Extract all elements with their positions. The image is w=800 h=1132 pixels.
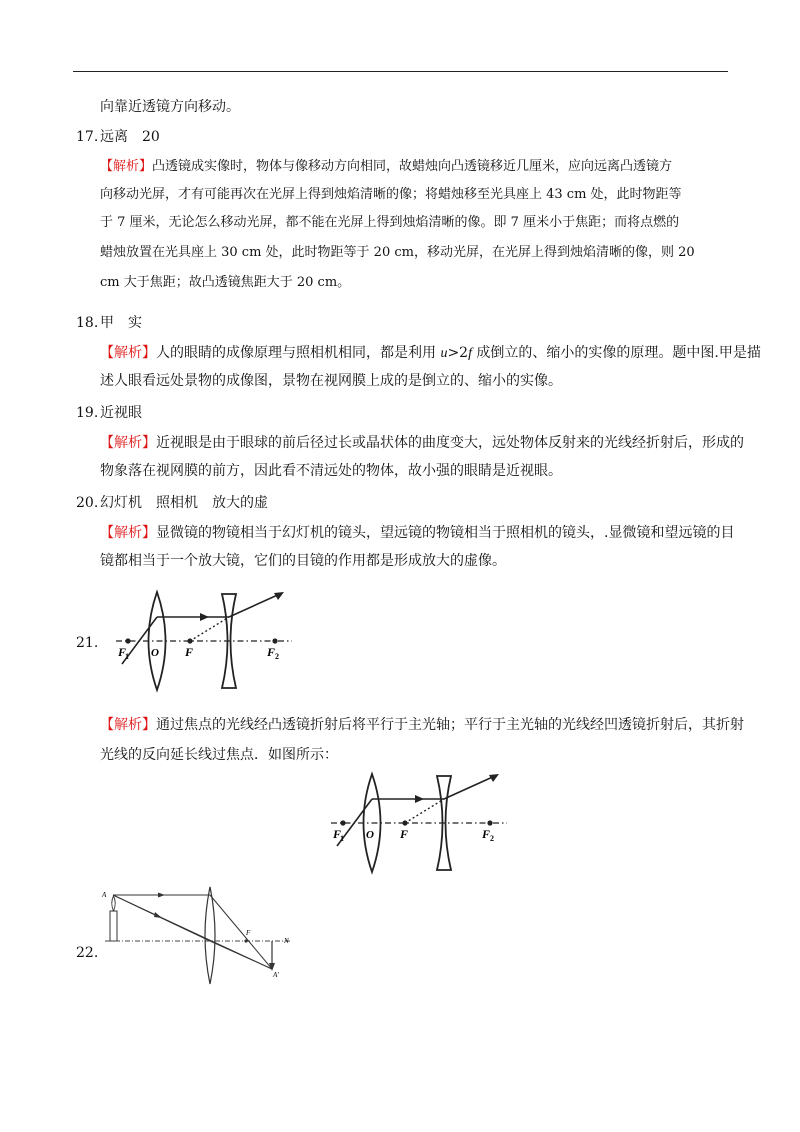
q22-lens-diagram — [100, 885, 300, 985]
q21-number: 21. — [76, 635, 99, 651]
q18-number: 18. — [76, 315, 99, 331]
q19-answer: 近视眼 — [100, 405, 142, 421]
q20-answer: 幻灯机 照相机 放大的虚 — [100, 495, 268, 511]
q19-analysis-line-1: 【解析】近视眼是由于眼球的前后径过长或晶状体的曲度变大，远处物体反射来的光线经折射后，形成的 — [100, 435, 744, 451]
q18-analysis-line-2: 述人眼看远处景物的成像图，景物在视网膜上成的是倒立的、缩小的实像。 — [100, 373, 562, 389]
focus-f — [244, 939, 247, 942]
refracted-ray — [229, 593, 282, 617]
svg-text:F: F — [482, 827, 491, 841]
q18-answer: 甲 实 — [100, 315, 142, 331]
q17-analysis-line-5: cm 大于焦距；故凸透镜焦距大于 20 cm。 — [100, 275, 351, 290]
svg-text:1: 1 — [340, 834, 344, 843]
svg-text:F: F — [333, 827, 342, 841]
label-f1: F — [118, 645, 127, 659]
svg-text:F: F — [400, 827, 409, 841]
refracted-ray — [210, 895, 272, 969]
q17-analysis-line-4: 蜡烛放置在光具座上 30 cm 处，此时物距等于 20 cm，移动光屏，在光屏上得到烛焰清晰的像，则 20 — [100, 245, 695, 260]
label-f1-sub: 1 — [125, 652, 129, 661]
header-rule — [73, 71, 728, 72]
q21-lens-diagram — [112, 590, 297, 695]
label-f2-sub: 2 — [275, 652, 279, 661]
q20-analysis-line-2: 镜都相当于一个放大镜，它们的目镜的作用都是形成放大的虚像。 — [100, 553, 506, 569]
q21-analysis-line-2: 光线的反向延长线过焦点．如图所示： — [100, 747, 338, 763]
label-a-prime: A' — [273, 971, 279, 979]
label-n: N — [284, 937, 289, 945]
q18-analysis-line-1: 【解析】人的眼睛的成像原理与照相机相同，都是利用 u>2f 成倒立的、缩小的实像的原理。题中图.甲是描 — [100, 345, 761, 361]
q17-answer: 远离 20 — [100, 129, 160, 145]
q21-answer-diagram — [327, 772, 512, 877]
label-o: O — [151, 647, 159, 659]
label-a: A — [102, 891, 107, 899]
q17-analysis-line-3: 于 7 厘米，无论怎么移动光屏，都不能在光屏上得到烛焰清晰的像。即 7 厘米小于焦距；而将点燃的 — [100, 215, 680, 230]
q20-number: 20. — [76, 495, 99, 511]
convex-lens — [205, 887, 215, 984]
q17-number: 17. — [76, 129, 99, 145]
label-f: F — [246, 929, 251, 937]
q19-analysis-line-2: 物象落在视网膜的前方，因此看不清远处的物体，故小强的眼睛是近视眼。 — [100, 463, 562, 479]
q20-analysis-line-1: 【解析】显微镜的物镜相当于幻灯机的镜头，望远镜的物镜相当于照相机的镜头，.显微镜和望远镜的目 — [100, 525, 735, 541]
q22-number: 22. — [76, 945, 99, 961]
candle-flame — [112, 896, 116, 911]
q19-number: 19. — [76, 405, 99, 421]
svg-text:O: O — [366, 829, 374, 841]
focus-f1 — [125, 638, 130, 643]
candle — [110, 911, 117, 941]
svg-text:2: 2 — [490, 834, 494, 843]
analysis-tag: 【解析】 — [100, 159, 153, 174]
q17-analysis-line-2: 向移动光屏，才有可能再次在光屏上得到烛焰清晰的像；将蜡烛移至光具座上 43 cm 处，此时物距等 — [100, 187, 682, 202]
extension-line — [190, 617, 229, 641]
continuation-line: 向靠近透镜方向移动。 — [100, 99, 240, 115]
ray-arrow — [200, 613, 209, 621]
focus-f2 — [272, 638, 277, 643]
label-f2: F — [267, 645, 276, 659]
q17-analysis-line-1: 【解析】凸透镜成实像时，物体与像移动方向相同，故蜡烛向凸透镜移近几厘米，应向远离凸透镜方 — [100, 159, 673, 174]
focus-f — [187, 638, 192, 643]
label-f: F — [185, 645, 194, 659]
q21-analysis-line-1: 【解析】通过焦点的光线经凸透镜折射后将平行于主光轴；平行于主光轴的光线经凹透镜折射后，其折射 — [100, 717, 744, 733]
